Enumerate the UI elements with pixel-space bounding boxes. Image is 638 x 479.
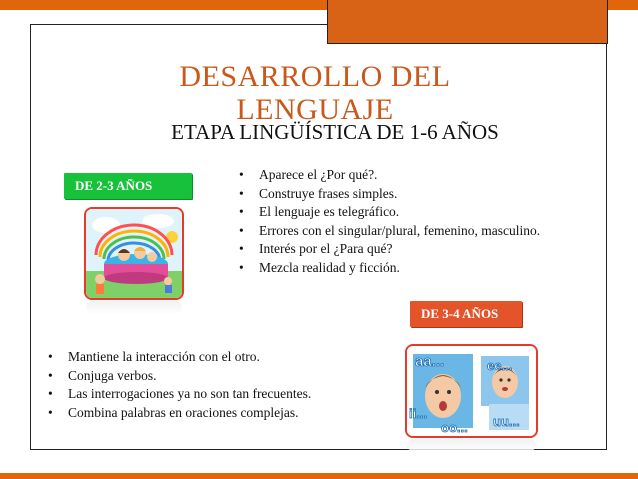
vowel-label-aa: aa...: [415, 353, 445, 370]
list-item: • Mantiene la interacción con el otro.: [46, 348, 311, 367]
slide-subtitle: ETAPA LINGÜÍSTICA DE 1-6 AÑOS: [171, 120, 499, 144]
slide-title: DESARROLLO DEL LENGUAJE: [179, 60, 451, 126]
list-item: • Conjuga verbos.: [46, 367, 311, 386]
kids-image-reflection: [86, 301, 182, 315]
bullet-list-2-3: [237, 166, 540, 277]
list-item: • Combina palabras en oraciones complejas.: [46, 404, 311, 423]
list-item: • Errores con el singular/plural, femenino, masculino.: [237, 222, 540, 241]
vowel-faces-image: [405, 344, 538, 438]
vowel-label-uu: uu...: [493, 414, 520, 429]
vowel-label-oo: oo...: [441, 420, 468, 435]
list-item: • Las interrogaciones ya no son tan frecuentes.: [46, 385, 311, 404]
vowel-label-ii: ii...: [409, 406, 428, 421]
list-item: • Mezcla realidad y ficción.: [237, 259, 540, 278]
corner-tab: [327, 0, 608, 44]
list-item: • Aparece el ¿Por qué?.: [237, 166, 540, 185]
list-item: • Interés por el ¿Para qué?: [237, 240, 540, 259]
list-item: • El lenguaje es telegráfico.: [237, 203, 540, 222]
age-badge-2-3: DE 2-3 AÑOS: [64, 173, 192, 199]
vowel-label-ee: ee...: [487, 358, 513, 373]
bottom-accent-bar: [0, 473, 638, 479]
kids-pool-image: [84, 207, 184, 300]
age-badge-3-4: DE 3-4 AÑOS: [410, 301, 522, 327]
list-item: • Construye frases simples.: [237, 185, 540, 204]
bullet-list-3-4: [46, 348, 311, 422]
vowel-image-reflection: [407, 439, 536, 451]
